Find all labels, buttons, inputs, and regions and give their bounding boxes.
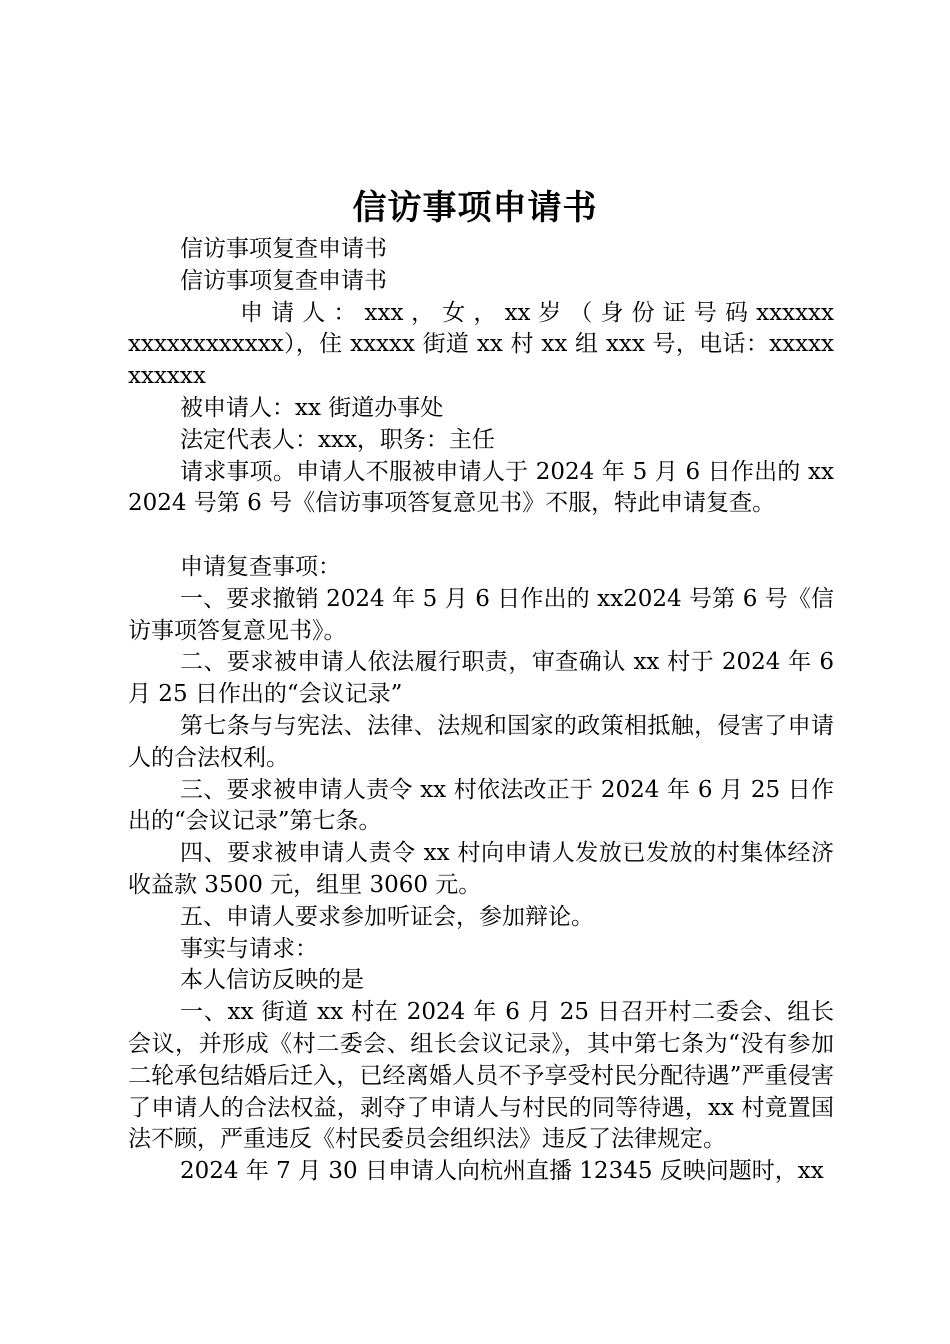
document-body — [128, 234, 834, 1188]
paragraph-spacer — [128, 520, 834, 552]
paragraph-request: 请求事项。申请人不服被申请人于 2024 年 5 月 6 日作出的 xx2024 号第 6 号《信访事项答复意见书》不服，特此申请复查。 — [128, 458, 834, 517]
paragraph-applicant: 申 请 人 ： xxx ， 女 ， xx 岁 （ 身 份 证 号 码 xxxxxxxxxxxxxxxxxx），住 xxxxx 街道 xx 村 xx 组 xxx 号，电话：xxxxxxxxxxx — [128, 299, 834, 390]
paragraph-legal-representative: 法定代表人：xxx，职务：主任 — [180, 426, 495, 453]
paragraph-review-item-4: 四、要求被申请人责令 xx 村向申请人发放已发放的村集体经济收益款 3500 元，组里 3060 元。 — [128, 840, 834, 898]
paragraph-review-item-3: 三、要求被申请人责令 xx 村依法改正于 2024 年 6 月 25 日作出的“会议记录”第七条。 — [128, 776, 834, 835]
paragraph-subtitle-1: 信访事项复查申请书 — [180, 236, 387, 262]
document-title: 信访事项申请书 — [352, 188, 598, 228]
paragraph-review-item-2-cont: 第七条与与宪法、法律、法规和国家的政策相抵触，侵害了申请人的合法权利。 — [128, 712, 834, 771]
paragraph-review-item-2: 二、要求被申请人依法履行职责，审查确认 xx 村于 2024 年 6 月 25 日作出的“会议记录” — [128, 649, 834, 708]
paragraph-facts-item-1: 一、xx 街道 xx 村在 2024 年 6 月 25 日召开村二委会、组长会议，并形成《村二委会、组长会议记录》，其中第七条为“没有参加二轮承包结婚后迁入，已经离婚人员不予享受村民分配待遇”严重侵害了申请人的合法权益，剥夺了申请人与村民的同等待遇，xx 村竟置国法不顾，严重违反《村民委员会组织法》违反了法律规定。 — [128, 999, 834, 1153]
paragraph-review-item-1: 一、要求撤销 2024 年 5 月 6 日作出的 xx2024 号第 6 号《信访事项答复意见书》。 — [128, 585, 834, 644]
paragraph-subtitle-2: 信访事项复查申请书 — [180, 267, 387, 294]
paragraph-review-item-5: 五、申请人要求参加听证会，参加辩论。 — [180, 903, 594, 930]
paragraph-review-heading: 申请复查事项： — [180, 553, 341, 580]
paragraph-facts-heading: 事实与请求： — [180, 935, 318, 962]
paragraph-respondent: 被申请人：xx 街道办事处 — [180, 394, 444, 421]
paragraph-facts-intro: 本人信访反映的是 — [180, 967, 364, 994]
paragraph-facts-item-2: 2024 年 7 月 30 日申请人向杭州直播 12345 反映问题时，xx — [180, 1158, 824, 1185]
